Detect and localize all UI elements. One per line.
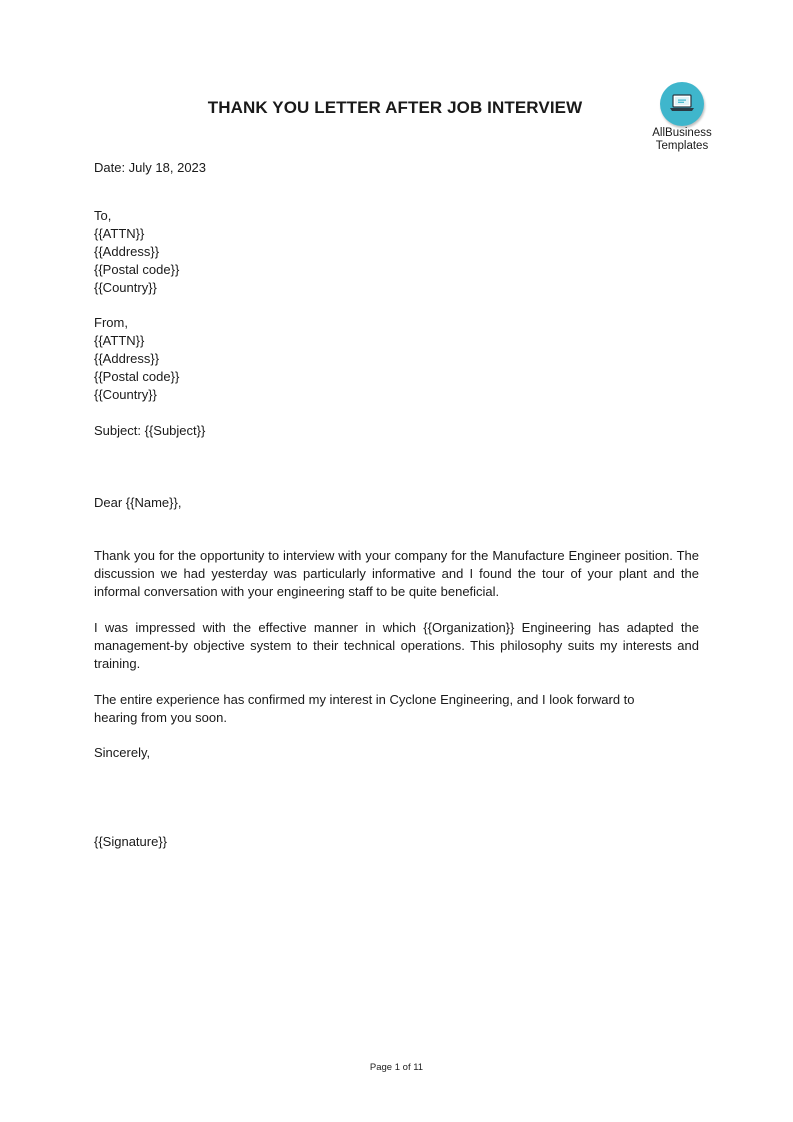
recipient-country: {{Country}} [94,280,157,295]
logo-text [646,127,718,153]
body-paragraph: I was impressed with the effective manner in which {{Organization}} Engineering has adapted the management-by objective system to their technical operations. This philosophy suits my interests and training. [94,620,699,671]
brand-logo [646,82,718,153]
sender-country: {{Country}} [94,387,157,402]
sender-address: {{Address}} [94,351,160,366]
subject-line: Subject: {{Subject}} [94,423,206,438]
body-paragraph: The entire experience has confirmed my interest in Cyclone Engineering, and I look forward to hearing from you soon. [94,692,635,725]
recipient-address: {{Address}} [94,244,160,259]
laptop-icon [660,82,704,126]
salutation: Dear {{Name}}, [94,495,182,510]
signature-placeholder: {{Signature}} [94,834,168,849]
closing: Sincerely, [94,745,151,760]
page-number: Page 1 of 11 [369,1062,424,1073]
body-paragraph: Thank you for the opportunity to interview with your company for the Manufacture Engineer position. The discussion we had yesterday was particularly informative and I found the tour of your plant and the informal conversation with your engineering staff to be quite beneficial. [94,548,699,599]
recipient-label: To, [94,208,112,223]
sender-attn: {{ATTN}} [94,333,145,348]
recipient-postal-code: {{Postal code}} [94,262,180,277]
logo-line-2: Templates [655,140,709,152]
document-title: THANK YOU LETTER AFTER JOB INTERVIEW [207,98,583,117]
recipient-block [94,207,699,297]
sender-block [94,314,699,404]
sender-postal-code: {{Postal code}} [94,369,180,384]
date-line: Date: July 18, 2023 [94,160,207,175]
recipient-attn: {{ATTN}} [94,226,145,241]
logo-line-1: AllBusiness [652,127,712,139]
sender-label: From, [94,315,128,330]
